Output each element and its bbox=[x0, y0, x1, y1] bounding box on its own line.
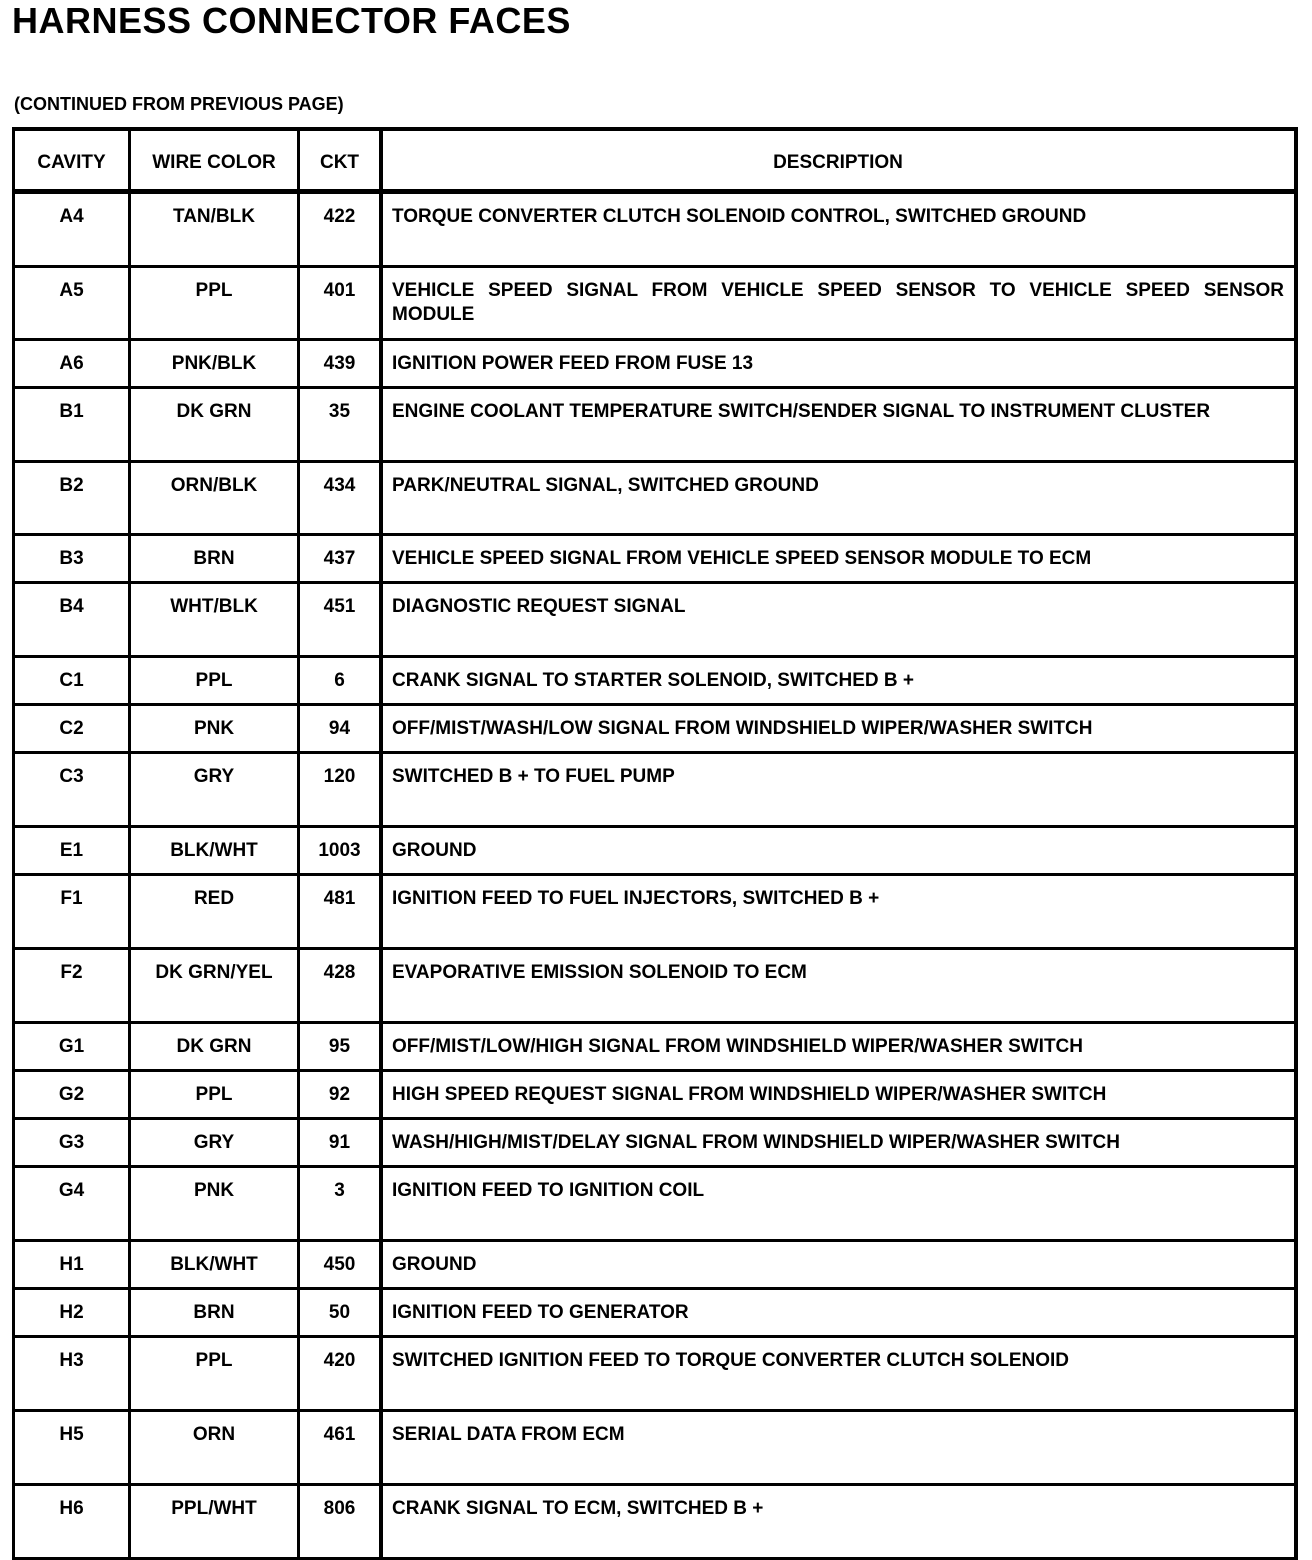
table-row bbox=[15, 1120, 1294, 1168]
ckt-cell: 439 bbox=[300, 341, 383, 386]
ckt-cell: 437 bbox=[300, 536, 383, 581]
page-title: HARNESS CONNECTOR FACES bbox=[12, 0, 571, 41]
description-cell: CRANK SIGNAL TO ECM, SWITCHED B + bbox=[392, 1498, 764, 1519]
ckt-cell: 481 bbox=[300, 876, 383, 947]
description-cell: VEHICLE SPEED SIGNAL FROM VEHICLE SPEED SENSOR MODULE TO ECM bbox=[392, 548, 1092, 569]
header-description: DESCRIPTION bbox=[773, 152, 903, 173]
description-cell: GROUND bbox=[392, 1254, 477, 1275]
cavity-cell: H3 bbox=[15, 1338, 131, 1409]
ckt-cell: 451 bbox=[300, 584, 383, 655]
table-row bbox=[15, 1072, 1294, 1120]
cavity-cell: H1 bbox=[15, 1242, 131, 1287]
ckt-cell: 91 bbox=[300, 1120, 383, 1165]
cavity-cell: H6 bbox=[15, 1486, 131, 1557]
wire-color-cell: RED bbox=[131, 876, 300, 947]
cavity-cell: C3 bbox=[15, 754, 131, 825]
wire-color-cell: DK GRN bbox=[131, 1024, 300, 1069]
ckt-cell: 428 bbox=[300, 950, 383, 1021]
cavity-cell: A5 bbox=[15, 268, 131, 338]
wire-color-cell: PPL bbox=[131, 1338, 300, 1409]
ckt-cell: 434 bbox=[300, 463, 383, 533]
description-cell: IGNITION FEED TO GENERATOR bbox=[392, 1302, 689, 1323]
table-row bbox=[15, 754, 1294, 828]
header-ckt: CKT bbox=[300, 131, 383, 189]
wire-color-cell: PNK/BLK bbox=[131, 341, 300, 386]
wire-color-cell: PNK bbox=[131, 706, 300, 751]
cavity-cell: B1 bbox=[15, 389, 131, 460]
wire-color-cell: DK GRN bbox=[131, 389, 300, 460]
table-row bbox=[15, 658, 1294, 706]
description-cell: OFF/MIST/WASH/LOW SIGNAL FROM WINDSHIELD WIPER/WASHER SWITCH bbox=[392, 718, 1093, 739]
description-cell: WASH/HIGH/MIST/DELAY SIGNAL FROM WINDSHIELD WIPER/WASHER SWITCH bbox=[392, 1132, 1121, 1153]
cavity-cell: H2 bbox=[15, 1290, 131, 1335]
cavity-cell: H5 bbox=[15, 1412, 131, 1483]
wire-color-cell: DK GRN/YEL bbox=[131, 950, 300, 1021]
wire-color-cell: BLK/WHT bbox=[131, 828, 300, 873]
wire-color-cell: ORN bbox=[131, 1412, 300, 1483]
ckt-cell: 35 bbox=[300, 389, 383, 460]
wire-color-cell: TAN/BLK bbox=[131, 194, 300, 265]
table-row bbox=[15, 1338, 1294, 1412]
description-cell: PARK/NEUTRAL SIGNAL, SWITCHED GROUND bbox=[392, 475, 819, 496]
table-row bbox=[15, 536, 1294, 584]
ckt-cell: 120 bbox=[300, 754, 383, 825]
cavity-cell: G3 bbox=[15, 1120, 131, 1165]
ckt-cell: 1003 bbox=[300, 828, 383, 873]
wire-color-cell: PNK bbox=[131, 1168, 300, 1239]
wire-color-cell: PPL bbox=[131, 1072, 300, 1117]
cavity-cell: G2 bbox=[15, 1072, 131, 1117]
description-cell: SERIAL DATA FROM ECM bbox=[392, 1424, 625, 1445]
ckt-cell: 401 bbox=[300, 268, 383, 338]
wire-color-cell: PPL bbox=[131, 658, 300, 703]
cavity-cell: A4 bbox=[15, 194, 131, 265]
description-cell: GROUND bbox=[392, 840, 477, 861]
wire-color-cell: PPL/WHT bbox=[131, 1486, 300, 1557]
ckt-cell: 420 bbox=[300, 1338, 383, 1409]
table-row bbox=[15, 1412, 1294, 1486]
ckt-cell: 450 bbox=[300, 1242, 383, 1287]
ckt-cell: 6 bbox=[300, 658, 383, 703]
description-cell: DIAGNOSTIC REQUEST SIGNAL bbox=[392, 596, 686, 617]
cavity-cell: B3 bbox=[15, 536, 131, 581]
cavity-cell: A6 bbox=[15, 341, 131, 386]
ckt-cell: 92 bbox=[300, 1072, 383, 1117]
table-row bbox=[15, 1024, 1294, 1072]
table-row bbox=[15, 1168, 1294, 1242]
table-row bbox=[15, 584, 1294, 658]
cavity-cell: C1 bbox=[15, 658, 131, 703]
wire-color-cell: GRY bbox=[131, 754, 300, 825]
wire-color-cell: ORN/BLK bbox=[131, 463, 300, 533]
ckt-cell: 461 bbox=[300, 1412, 383, 1483]
table-row bbox=[15, 341, 1294, 389]
description-cell: TORQUE CONVERTER CLUTCH SOLENOID CONTROL, SWITCHED GROUND bbox=[392, 206, 1087, 227]
table-header-row bbox=[15, 131, 1294, 194]
cavity-cell: B2 bbox=[15, 463, 131, 533]
ckt-cell: 422 bbox=[300, 194, 383, 265]
table-row bbox=[15, 1486, 1294, 1560]
table-row bbox=[15, 1290, 1294, 1338]
cavity-cell: C2 bbox=[15, 706, 131, 751]
table-row bbox=[15, 1242, 1294, 1290]
wire-color-cell: BLK/WHT bbox=[131, 1242, 300, 1287]
table-body bbox=[15, 194, 1294, 1560]
table-row bbox=[15, 828, 1294, 876]
page-subtitle: (CONTINUED FROM PREVIOUS PAGE) bbox=[14, 94, 344, 114]
description-cell: OFF/MIST/LOW/HIGH SIGNAL FROM WINDSHIELD WIPER/WASHER SWITCH bbox=[392, 1036, 1084, 1057]
description-cell: IGNITION POWER FEED FROM FUSE 13 bbox=[392, 353, 754, 374]
wire-color-cell: WHT/BLK bbox=[131, 584, 300, 655]
cavity-cell: G1 bbox=[15, 1024, 131, 1069]
description-cell: HIGH SPEED REQUEST SIGNAL FROM WINDSHIELD WIPER/WASHER SWITCH bbox=[392, 1084, 1107, 1105]
ckt-cell: 806 bbox=[300, 1486, 383, 1557]
table-row bbox=[15, 950, 1294, 1024]
description-cell: SWITCHED B + TO FUEL PUMP bbox=[392, 766, 675, 787]
connector-table bbox=[12, 127, 1298, 1560]
description-cell: VEHICLE SPEED SIGNAL FROM VEHICLE SPEED SENSOR TO VEHICLE SPEED SENSOR MODULE bbox=[392, 280, 1284, 325]
description-cell: EVAPORATIVE EMISSION SOLENOID TO ECM bbox=[392, 962, 807, 983]
wire-color-cell: PPL bbox=[131, 268, 300, 338]
ckt-cell: 50 bbox=[300, 1290, 383, 1335]
header-wire-color: WIRE COLOR bbox=[131, 131, 300, 189]
table-row bbox=[15, 876, 1294, 950]
ckt-cell: 3 bbox=[300, 1168, 383, 1239]
table-row bbox=[15, 194, 1294, 268]
table-row bbox=[15, 268, 1294, 341]
table-row bbox=[15, 706, 1294, 754]
ckt-cell: 94 bbox=[300, 706, 383, 751]
description-cell: IGNITION FEED TO IGNITION COIL bbox=[392, 1180, 705, 1201]
header-cavity: CAVITY bbox=[15, 131, 131, 189]
ckt-cell: 95 bbox=[300, 1024, 383, 1069]
cavity-cell: E1 bbox=[15, 828, 131, 873]
description-cell: CRANK SIGNAL TO STARTER SOLENOID, SWITCHED B + bbox=[392, 670, 914, 691]
cavity-cell: B4 bbox=[15, 584, 131, 655]
table-row bbox=[15, 463, 1294, 536]
wire-color-cell: GRY bbox=[131, 1120, 300, 1165]
description-cell: IGNITION FEED TO FUEL INJECTORS, SWITCHED B + bbox=[392, 888, 880, 909]
cavity-cell: F1 bbox=[15, 876, 131, 947]
wire-color-cell: BRN bbox=[131, 536, 300, 581]
table-row bbox=[15, 389, 1294, 463]
description-cell: ENGINE COOLANT TEMPERATURE SWITCH/SENDER SIGNAL TO INSTRUMENT CLUSTER bbox=[392, 401, 1211, 422]
wire-color-cell: BRN bbox=[131, 1290, 300, 1335]
cavity-cell: F2 bbox=[15, 950, 131, 1021]
description-cell: SWITCHED IGNITION FEED TO TORQUE CONVERTER CLUTCH SOLENOID bbox=[392, 1350, 1069, 1371]
cavity-cell: G4 bbox=[15, 1168, 131, 1239]
